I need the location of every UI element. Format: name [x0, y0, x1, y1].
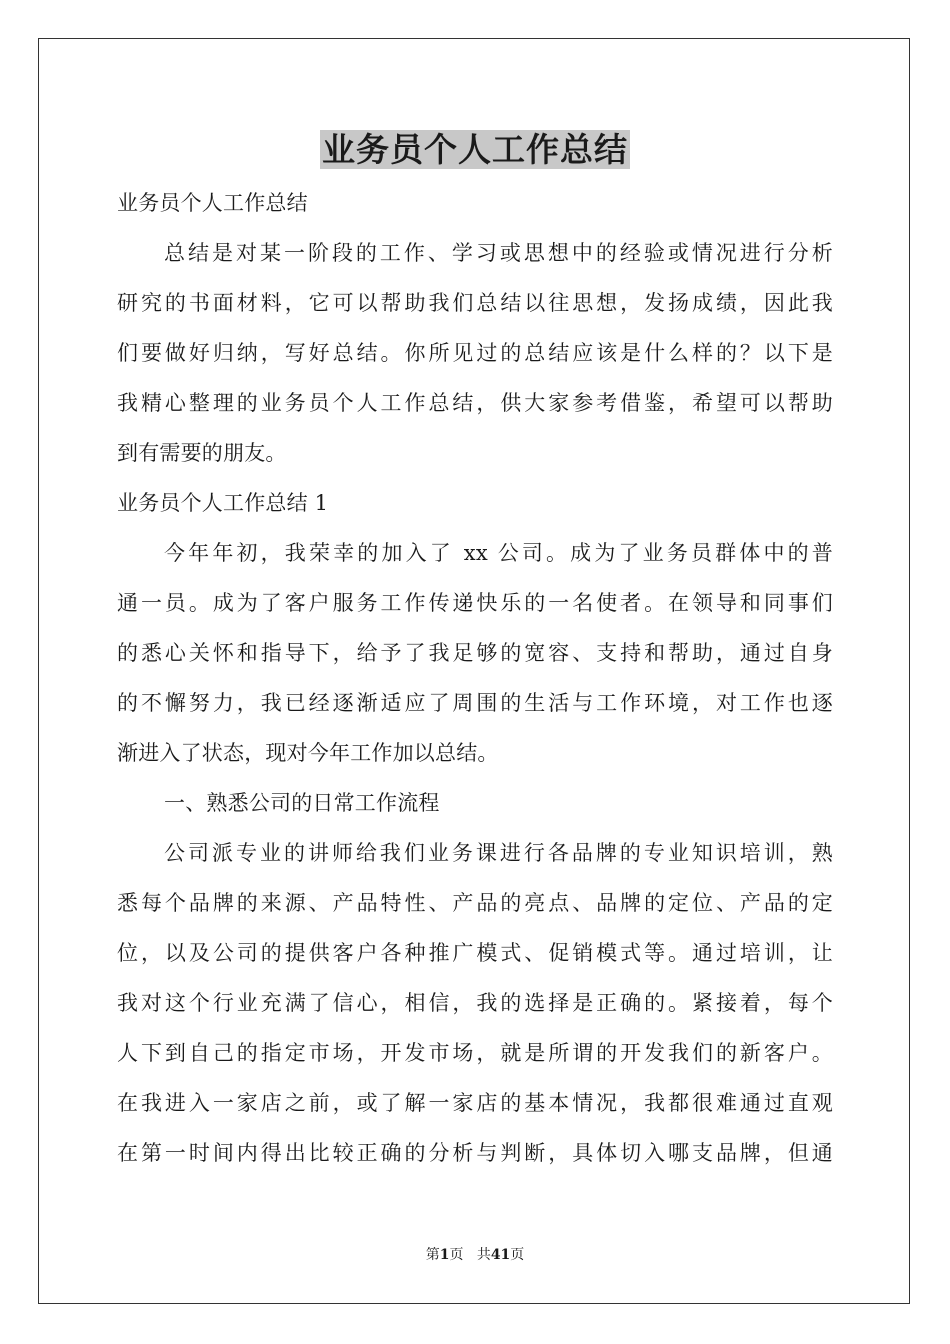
document-body: [117, 178, 833, 1178]
paragraph-line: 在我进入一家店之前，或了解一家店的基本情况，我都很难通过直观: [117, 1091, 833, 1115]
paragraph-line: 的不懈努力，我已经逐渐适应了周围的生活与工作环境，对工作也逐: [117, 691, 833, 715]
page-prefix: 第: [425, 1247, 440, 1263]
paragraph-line: 今年年初，我荣幸的加入了 xx 公司。成为了业务员群体中的普: [164, 541, 833, 565]
paragraph-line: 的悉心关怀和指导下，给予了我足够的宽容、支持和帮助，通过自身: [117, 641, 833, 665]
total-suffix: 页: [510, 1247, 525, 1263]
paragraph-line: 我精心整理的业务员个人工作总结，供大家参考借鉴，希望可以帮助: [117, 391, 833, 415]
paragraph-line: 悉每个品牌的来源、产品特性、产品的亮点、品牌的定位、产品的定: [117, 891, 833, 915]
paragraph-line: 人下到自己的指定市场，开发市场，就是所谓的开发我们的新客户。: [117, 1041, 833, 1065]
paragraph-line: 到有需要的朋友。: [117, 441, 287, 465]
paragraph-line: 我对这个行业充满了信心，相信，我的选择是正确的。紧接着，每个: [117, 991, 833, 1015]
paragraph-line: 渐进入了状态，现对今年工作加以总结。: [117, 741, 499, 765]
paragraph-line: 在第一时间内得出比较正确的分析与判断，具体切入哪支品牌，但通: [117, 1141, 833, 1165]
section-heading: 业务员个人工作总结 1: [117, 491, 329, 515]
document-title: [0, 124, 950, 176]
paragraph-line: 位，以及公司的提供客户各种推广模式、促销模式等。通过培训，让: [117, 941, 833, 965]
page-suffix: 页: [449, 1247, 464, 1263]
subtitle-line: 业务员个人工作总结: [117, 191, 308, 215]
page-footer: [0, 1245, 950, 1265]
total-prefix: 共: [476, 1247, 491, 1263]
document-title-text: 业务员个人工作总结: [322, 130, 628, 169]
total-pages: 41: [490, 1247, 511, 1263]
page-number: 1: [439, 1247, 450, 1263]
paragraph-line: 研究的书面材料，它可以帮助我们总结以往思想，发扬成绩，因此我: [117, 291, 833, 315]
paragraph-line: 总结是对某一阶段的工作、学习或思想中的经验或情况进行分析: [164, 241, 833, 265]
paragraph-line: 公司派专业的讲师给我们业务课进行各品牌的专业知识培训，熟: [164, 841, 833, 865]
paragraph-line: 通一员。成为了客户服务工作传递快乐的一名使者。在领导和同事们: [117, 591, 833, 615]
paragraph-line: 们要做好归纳，写好总结。你所见过的总结应该是什么样的？以下是: [117, 341, 833, 365]
subsection-heading: 一、熟悉公司的日常工作流程: [164, 791, 440, 815]
